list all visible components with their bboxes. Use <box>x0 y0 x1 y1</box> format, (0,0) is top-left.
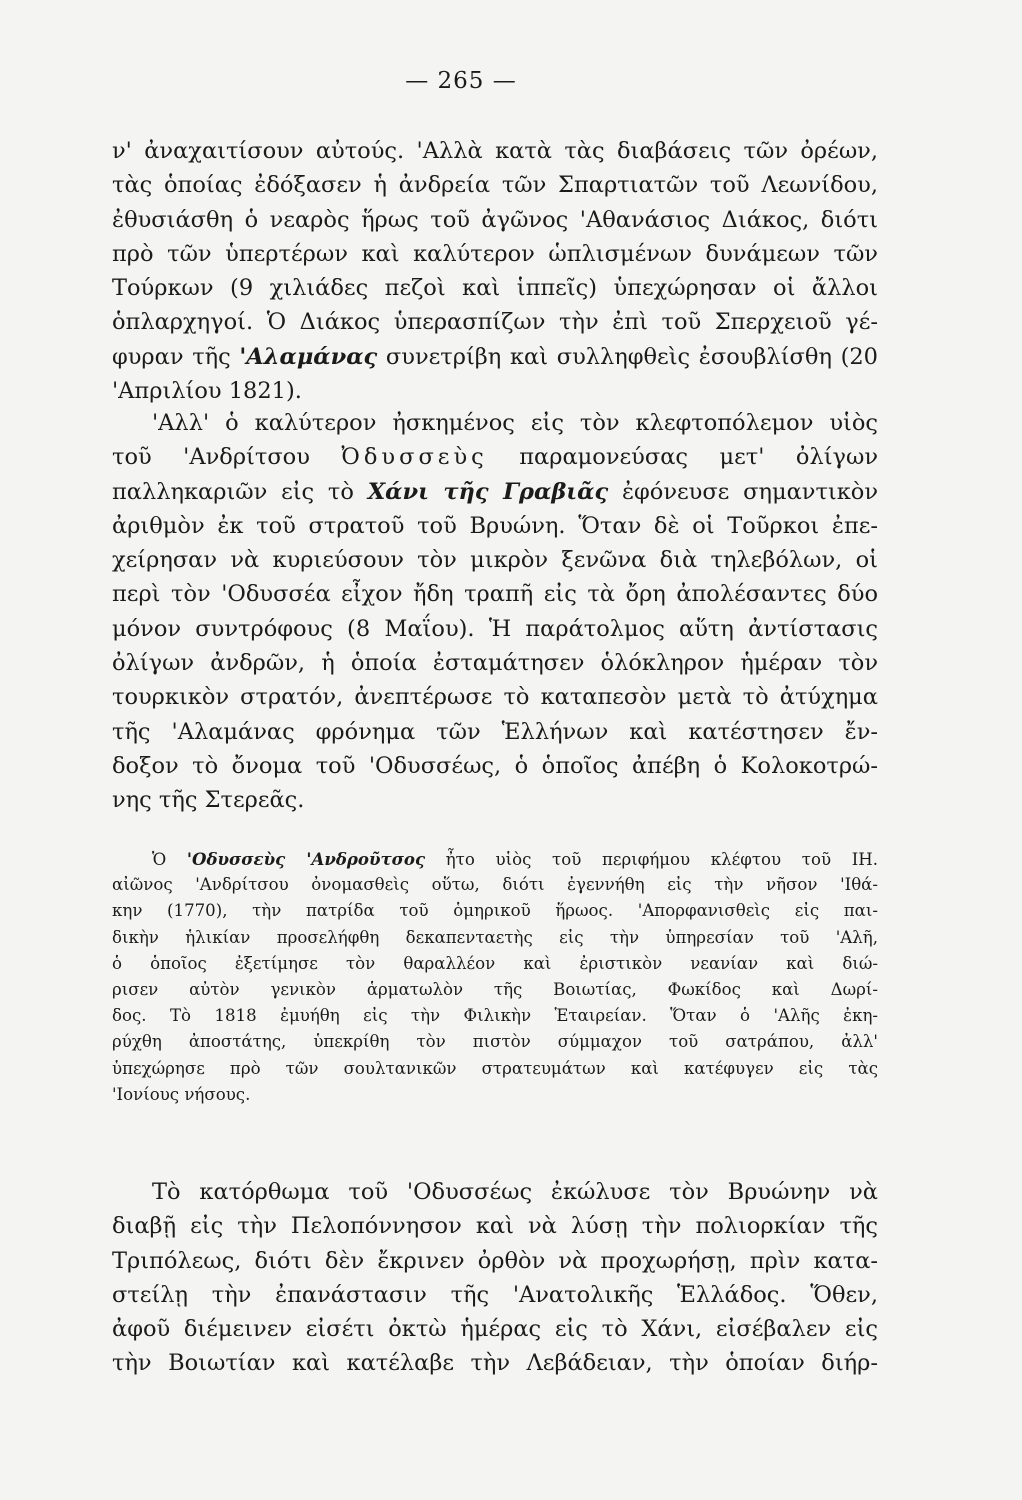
text-line: τῆς 'Αλαμάνας φρόνημα τῶν Ἑλλήνων καὶ κατέστησεν ἔν- <box>112 718 878 745</box>
text-line: ἐθυσιάσθη ὁ νεαρὸς ἥρως τοῦ ἀγῶνος 'Αθανάσιος Διάκος, διότι <box>112 206 878 233</box>
text-line: μόνον συντρόφους (8 Μαΐου). Ἡ παράτολμος αὕτη ἀντίστασις <box>112 615 878 642</box>
text-line <box>112 340 878 374</box>
text-line <box>112 440 878 474</box>
place-name-emphasis: 'Αλαμάνας <box>239 343 378 370</box>
place-name-emphasis: Χάνι τῆς Γραβιᾶς <box>367 478 609 505</box>
text-run: ἐφόνευσε σημαντικὸν <box>608 478 879 505</box>
name-spaced-emphasis: Ὀδυσσεὺς <box>341 444 488 471</box>
text-run: ἦτο υἱὸς τοῦ περιφήμου κλέφτου τοῦ ΙΗ. <box>425 850 878 869</box>
text-line: 'Αλλ' ὁ καλύτερον ἠσκημένος εἰς τὸν κλεφτοπόλεμον υἱὸς <box>152 410 878 436</box>
biographical-note <box>112 846 878 1108</box>
note-line: ρισεν αὐτὸν γενικὸν ἁρματωλὸν τῆς Βοιωτίας, Φωκίδος καὶ Δωρί- <box>112 979 878 999</box>
text-line: νης τῆς Στερεᾶς. <box>112 787 305 814</box>
note-line: ρύχθη ἀποστάτης, ὑπεκρίθη τὸν πιστὸν σύμμαχον τοῦ σατράπου, ἀλλ' <box>112 1032 878 1052</box>
text-line: ὀλίγων ἀνδρῶν, ἡ ὁποία ἐσταμάτησεν ὁλόκληρον ἡμέραν τὸν <box>112 650 878 677</box>
text-line <box>112 475 878 509</box>
text-line: 'Απριλίου 1821). <box>112 378 302 405</box>
text-line: πρὸ τῶν ὑπερτέρων καὶ καλύτερον ὡπλισμένων δυνάμεων τῶν <box>112 240 878 267</box>
text-line: ἀφοῦ διέμεινεν εἰσέτι ὀκτὼ ἡμέρας εἰς τὸ Χάνι, εἰσέβαλεν εἰς <box>112 1316 878 1343</box>
text-line: ὁπλαρχηγοί. Ὁ Διάκος ὑπερασπίζων τὴν ἐπὶ τοῦ Σπερχειοῦ γέ- <box>112 309 878 336</box>
note-line: δος. Τὸ 1818 ἐμυήθη εἰς τὴν Φιλικὴν Ἑταιρείαν. Ὅταν ὁ 'Αλῆς ἐκη- <box>112 1006 878 1026</box>
text-run: παλληκαριῶν εἰς τὸ <box>112 478 368 505</box>
page-number: — 265 — <box>405 68 517 94</box>
note-line: αἰῶνος 'Ανδρίτσου ὀνομασθεὶς οὕτω, διότι ἐγεννήθη εἰς τὴν νῆσον 'Ιθά- <box>112 875 878 895</box>
text-line: τὴν Βοιωτίαν καὶ κατέλαβε τὴν Λεβάδειαν, τὴν ὁποίαν διήρ- <box>112 1350 878 1377</box>
text-line: Τούρκων (9 χιλιάδες πεζοὶ καὶ ἱππεῖς) ὑπεχώρησαν οἱ ἄλλοι <box>112 275 878 302</box>
paragraph-3 <box>112 1175 878 1381</box>
text-run: φυραν τῆς <box>112 343 240 370</box>
note-line: 'Ιονίους νήσους. <box>112 1084 251 1104</box>
text-line: Τριπόλεως, διότι δὲν ἔκρινεν ὀρθὸν νὰ προχωρήσῃ, πρὶν κατα- <box>112 1247 878 1274</box>
note-line: κην (1770), τὴν πατρίδα τοῦ ὁμηρικοῦ ἥρωος. 'Απορφανισθεὶς εἰς παι- <box>112 901 878 921</box>
text-line: ν' ἀναχαιτίσουν αὐτούς. 'Αλλὰ κατὰ τὰς διαβάσεις τῶν ὀρέων, <box>112 138 878 164</box>
text-run: παραμονεύσας μετ' ὀλίγων <box>487 444 878 471</box>
text-line: ἀριθμὸν ἐκ τοῦ στρατοῦ τοῦ Βρυώνη. Ὅταν δὲ οἱ Τοῦρκοι ἐπε- <box>112 512 878 539</box>
text-run: συνετρίβη καὶ συλληφθεὶς ἐσουβλίσθη (20 <box>377 343 878 370</box>
note-line: ὁ ὁποῖος ἐξετίμησε τὸν θαραλλέον καὶ ἐριστικὸν νεανίαν καὶ διώ- <box>112 953 878 973</box>
text-line: στείλῃ τὴν ἐπανάστασιν τῆς 'Ανατολικῆς Ἑλλάδος. Ὅθεν, <box>112 1281 878 1308</box>
note-line <box>112 846 878 872</box>
text-line: τὰς ὁποίας ἐδόξασεν ἡ ἀνδρεία τῶν Σπαρτιατῶν τοῦ Λεωνίδου, <box>112 172 878 199</box>
text-line: δοξον τὸ ὄνομα τοῦ 'Οδυσσέως, ὁ ὁποῖος ἀπέβη ὁ Κολοκοτρώ- <box>112 752 878 779</box>
person-name-emphasis: 'Οδυσσεὺς 'Ανδροῦτσος <box>186 849 426 869</box>
text-line: τουρκικὸν στρατόν, ἀνεπτέρωσε τὸ καταπεσὸν μετὰ τὸ ἀτύχημα <box>112 684 878 711</box>
note-line: δικὴν ἡλικίαν προσελήφθη δεκαπενταετὴς εἰς τὴν ὑπηρεσίαν τοῦ 'Αλῆ, <box>112 927 878 947</box>
text-run: Ὁ <box>152 850 187 869</box>
text-line: χείρησαν νὰ κυριεύσουν τὸν μικρὸν ξενῶνα διὰ τηλεβόλων, οἱ <box>112 547 878 574</box>
paragraph-2 <box>112 406 878 818</box>
text-line: διαβῇ εἰς τὴν Πελοπόννησον καὶ νὰ λύσῃ τὴν πολιορκίαν τῆς <box>112 1213 878 1240</box>
text-line: Τὸ κατόρθωμα τοῦ 'Οδυσσέως ἐκώλυσε τὸν Βρυώνην νὰ <box>152 1179 878 1205</box>
text-run: τοῦ 'Ανδρίτσου <box>112 444 342 471</box>
text-line: περὶ τὸν 'Οδυσσέα εἶχον ἤδη τραπῆ εἰς τὰ ὄρη ἀπολέσαντες δύο <box>112 581 878 608</box>
note-line: ὑπεχώρησε πρὸ τῶν σουλτανικῶν στρατευμάτων καὶ κατέφυγεν εἰς τὰς <box>112 1058 878 1078</box>
paragraph-1 <box>112 134 878 408</box>
